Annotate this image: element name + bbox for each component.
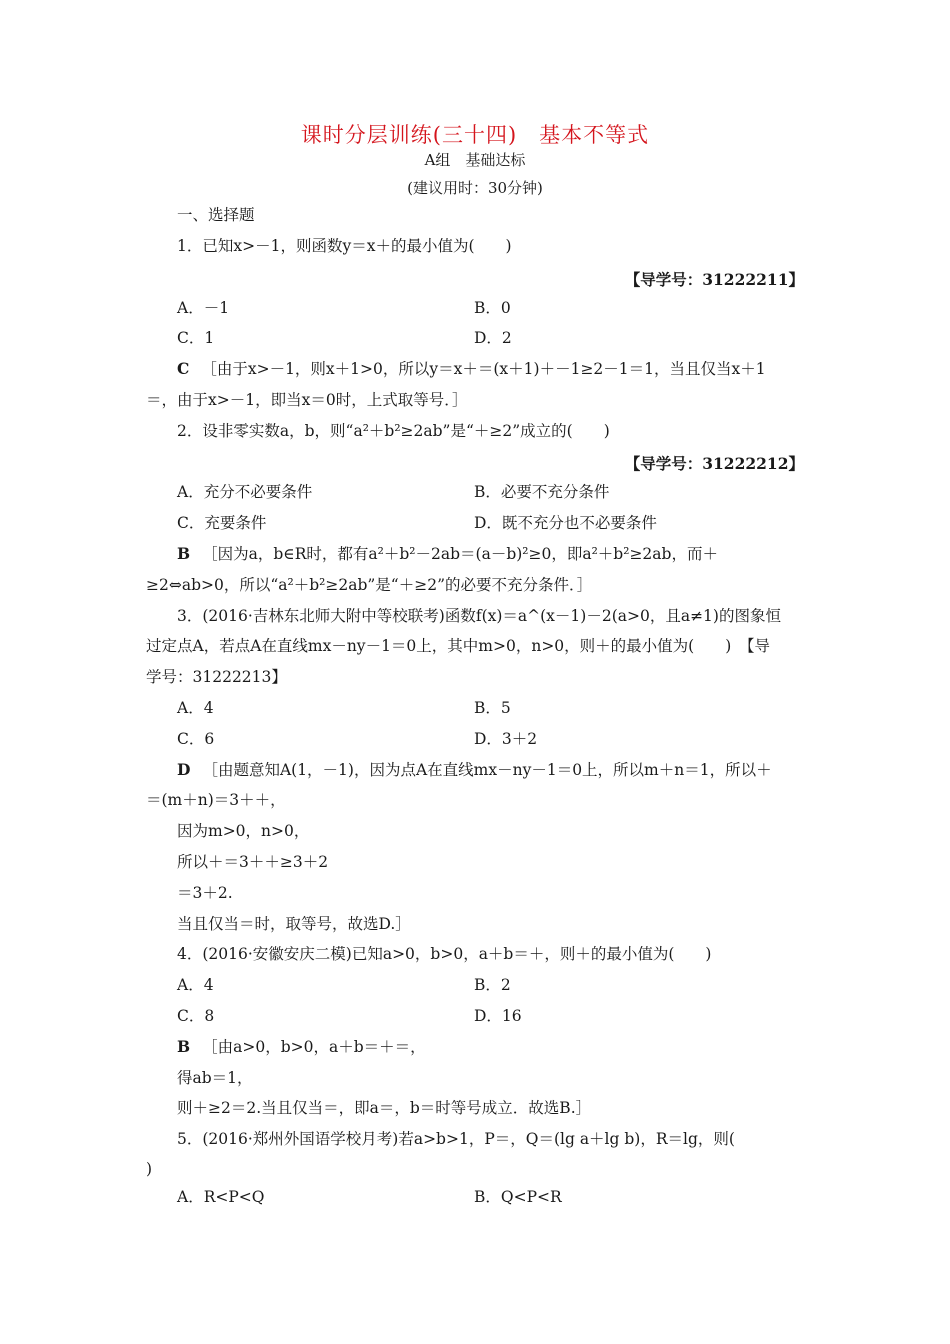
question-5-stem-line-2: ) bbox=[146, 1160, 153, 1178]
question-3-solution-line-2: ＝(m＋n)＝3＋＋， bbox=[146, 791, 286, 809]
question-5-option-a: A．R<P<Q bbox=[177, 1188, 265, 1206]
question-1-solution-line-1 bbox=[177, 359, 766, 379]
group-label: A组 基础达标 bbox=[424, 151, 526, 169]
question-3-solution-line-4: 所以＋＝3＋＋≥3＋2 bbox=[177, 853, 329, 871]
question-2-option-a: A．充分不必要条件 bbox=[177, 483, 313, 501]
question-4-answer: B bbox=[177, 1037, 191, 1056]
question-1-solution-text: ［由于x>－1，则x＋1>0，所以y＝x＋＝(x＋1)＋－1≥2－1＝1，当且仅当x＋1 bbox=[201, 360, 766, 378]
question-1-option-a: A．－1 bbox=[177, 299, 230, 317]
question-5-option-b: B．Q<P<R bbox=[474, 1188, 562, 1206]
question-4-option-b: B．2 bbox=[474, 976, 511, 994]
question-1-answer: C bbox=[177, 359, 190, 378]
question-3-solution-text: ［由题意知A(1，－1)，因为点A在直线mx－ny－1＝0上，所以m＋n＝1，所以＋ bbox=[202, 761, 772, 779]
question-3-solution-line-1 bbox=[177, 760, 772, 780]
question-1-ref: 【导学号：31222211】 bbox=[624, 270, 804, 289]
question-2-option-b: B．必要不充分条件 bbox=[474, 483, 610, 501]
question-1-solution-line-2: ＝，由于x>－1，即当x＝0时，上式取等号．］ bbox=[146, 391, 468, 409]
question-2-option-d: D．既不充分也不必要条件 bbox=[474, 514, 657, 532]
question-5-stem-line-1: 5．(2016·郑州外国语学校月考)若a>b>1，P＝，Q＝(lg a＋lg b)，R＝lg，则( bbox=[177, 1130, 735, 1148]
question-4-option-d: D．16 bbox=[474, 1007, 522, 1025]
question-2-stem: 2．设非零实数a，b，则“a²＋b²≥2ab”是“＋≥2”成立的( ) bbox=[177, 422, 610, 440]
page-title: 课时分层训练(三十四) 基本不等式 bbox=[300, 123, 650, 147]
question-3-stem-line-1: 3．(2016·吉林东北师大附中等校联考)函数f(x)＝a^(x－1)－2(a>0，且a≠1)的图象恒 bbox=[177, 607, 781, 625]
question-3-answer: D bbox=[177, 760, 191, 779]
question-4-option-a: A．4 bbox=[177, 976, 214, 994]
question-3-option-a: A．4 bbox=[177, 699, 214, 717]
question-4-stem: 4．(2016·安徽安庆二模)已知a>0，b>0，a＋b＝＋，则＋的最小值为( ) bbox=[177, 945, 712, 963]
question-2-solution-line-1 bbox=[177, 544, 718, 564]
question-1-stem: 1．已知x>－1，则函数y＝x＋的最小值为( ) bbox=[177, 237, 512, 255]
question-3-option-d: D．3＋2 bbox=[474, 730, 538, 748]
question-3-option-b: B．5 bbox=[474, 699, 511, 717]
question-3-option-c: C．6 bbox=[177, 730, 215, 748]
question-4-solution-line-2: 得ab＝1， bbox=[177, 1069, 253, 1087]
section-heading: 一、选择题 bbox=[177, 206, 255, 224]
question-1-option-c: C．1 bbox=[177, 329, 215, 347]
question-3-solution-line-6: 当且仅当＝时，取等号，故选D.］ bbox=[177, 915, 411, 933]
question-2-option-c: C．充要条件 bbox=[177, 514, 267, 532]
question-3-solution-line-3: 因为m>0，n>0， bbox=[177, 822, 310, 840]
question-3-stem-line-2: 过定点A，若点A在直线mx－ny－1＝0上，其中m>0，n>0，则＋的最小值为( ) 【导 bbox=[146, 637, 771, 655]
question-3-stem-line-3: 学号：31222213】 bbox=[146, 668, 287, 686]
question-2-answer: B bbox=[177, 544, 191, 563]
question-4-option-c: C．8 bbox=[177, 1007, 215, 1025]
question-2-solution-line-2: ≥2⇔ab>0，所以“a²＋b²≥2ab”是“＋≥2”的必要不充分条件．］ bbox=[146, 576, 593, 594]
time-hint: (建议用时：30分钟) bbox=[407, 179, 543, 197]
question-4-solution-line-1 bbox=[177, 1037, 426, 1057]
question-2-ref: 【导学号：31222212】 bbox=[624, 454, 804, 473]
question-2-solution-text: ［因为a，b∈R时，都有a²＋b²－2ab＝(a－b)²≥0，即a²＋b²≥2ab，而＋ bbox=[202, 545, 718, 563]
question-1-option-d: D．2 bbox=[474, 329, 512, 347]
question-3-solution-line-5: ＝3＋2. bbox=[177, 884, 233, 902]
question-1-option-b: B．0 bbox=[474, 299, 511, 317]
question-4-solution-text: ［由a>0，b>0，a＋b＝＋＝， bbox=[202, 1038, 426, 1056]
question-4-solution-line-3: 则＋≥2＝2.当且仅当＝，即a＝，b＝时等号成立．故选B.］ bbox=[177, 1099, 592, 1117]
